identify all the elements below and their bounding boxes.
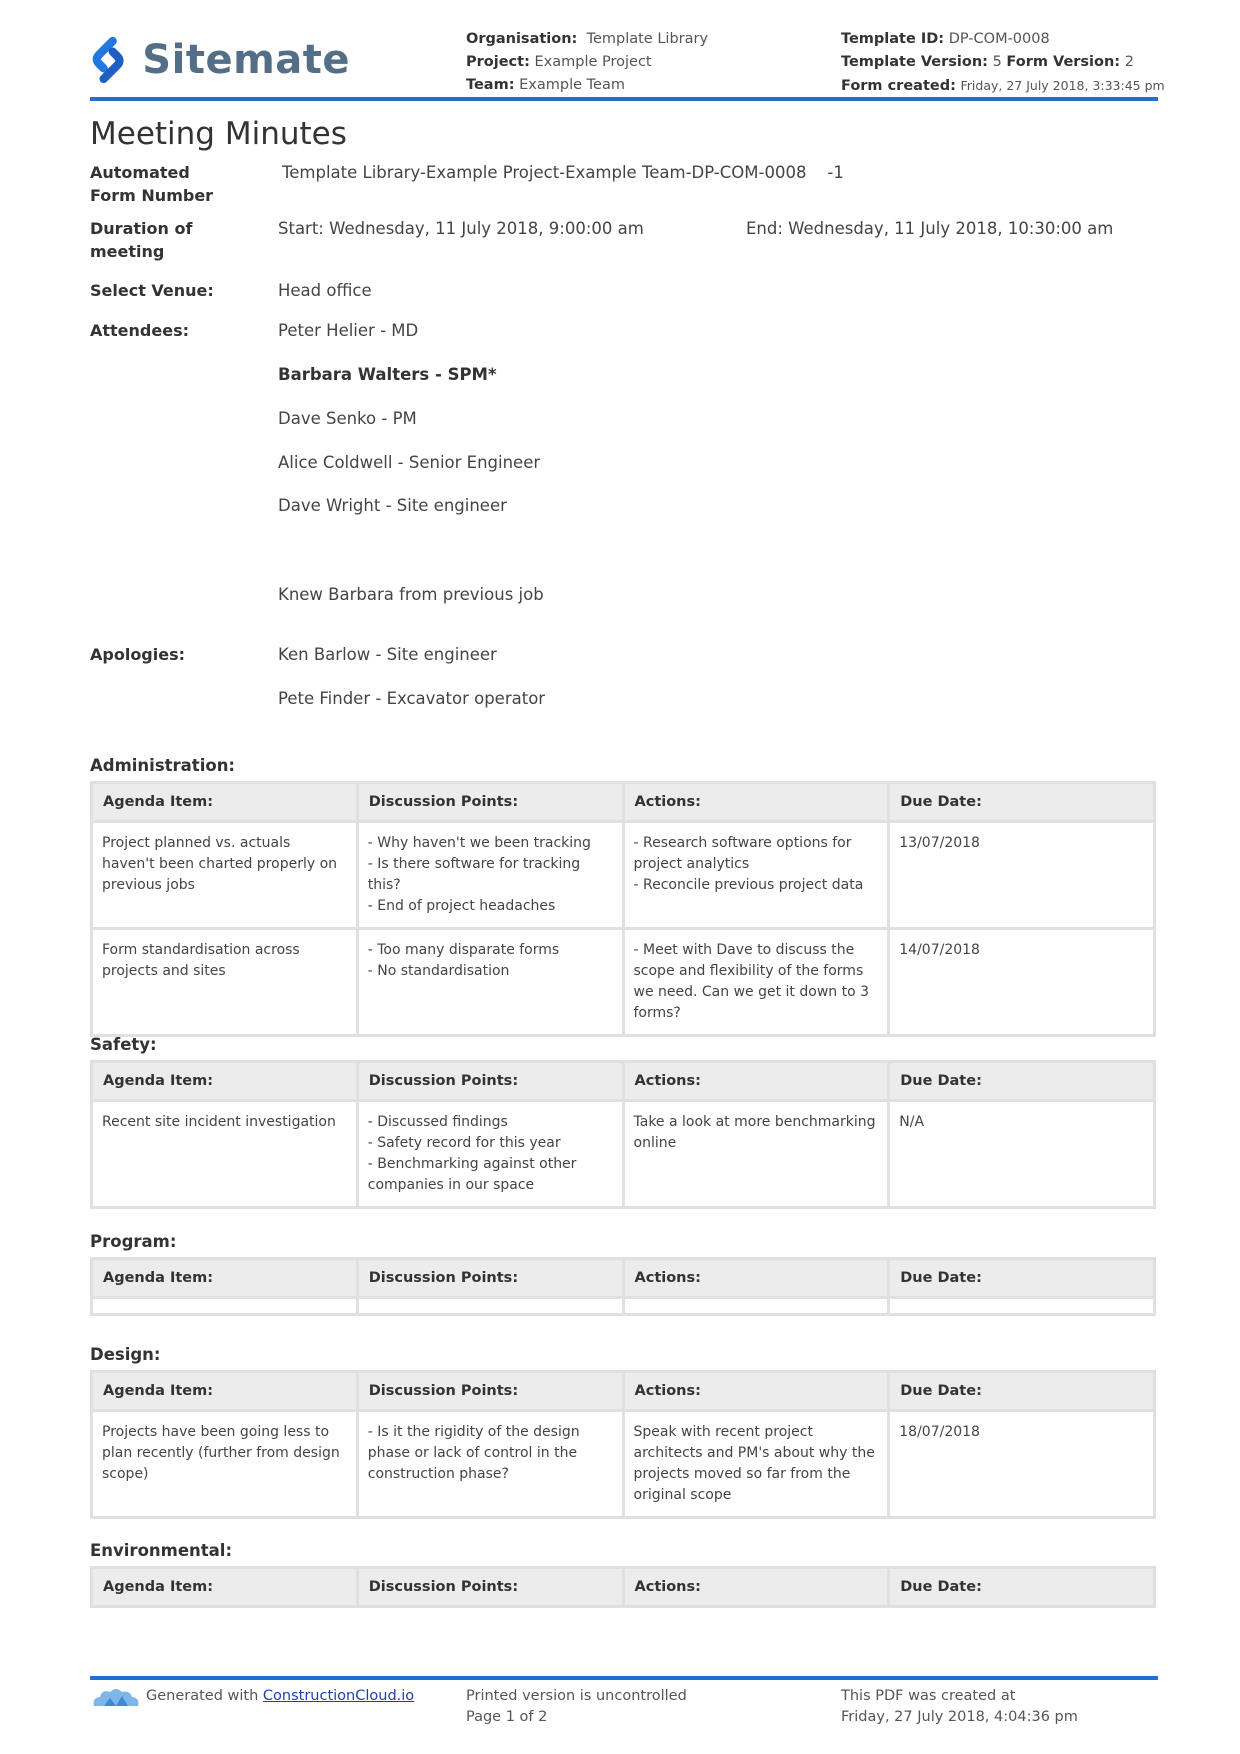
col-header-actions: Actions:: [625, 1260, 888, 1296]
section-title-design: Design:: [90, 1345, 161, 1364]
col-header-actions: Actions:: [625, 1373, 888, 1409]
apologies-label: Apologies:: [90, 645, 186, 664]
pdf-created-date: Friday, 27 July 2018, 4:04:36 pm: [841, 1709, 1078, 1725]
col-header-agenda: Agenda Item:: [93, 1373, 356, 1409]
template-version-value: 5: [992, 54, 1002, 70]
footer-print-info: [466, 1686, 687, 1728]
page-number: Page 1 of 2: [466, 1709, 548, 1725]
section-title-environmental: Environmental:: [90, 1541, 233, 1560]
organisation-value: Template Library: [586, 31, 709, 47]
team-value: Example Team: [519, 77, 625, 93]
design-table: [90, 1370, 1156, 1519]
agenda-cell: Project planned vs. actuals haven't been charted properly on previous jobs: [93, 823, 356, 927]
table-header-row: [93, 1373, 1153, 1409]
discussion-cell: - Discussed findings - Safety record for this year - Benchmarking against other companies in our space: [359, 1102, 622, 1206]
table-header-row: [93, 784, 1153, 820]
due-date-cell: 13/07/2018: [890, 823, 1153, 927]
col-header-discussion: Discussion Points:: [359, 784, 622, 820]
uncontrolled-note: Printed version is uncontrolled: [466, 1688, 687, 1704]
table-header-row: [93, 1569, 1153, 1605]
col-header-agenda: Agenda Item:: [93, 784, 356, 820]
start-time: Start: Wednesday, 11 July 2018, 9:00:00 am: [278, 219, 644, 238]
actions-cell: - Research software options for project analytics - Reconcile previous project data: [625, 823, 888, 927]
discussion-cell: [359, 1299, 622, 1313]
sitemate-logo: [90, 30, 350, 90]
auto-form-label: Automated Form Number: [90, 163, 214, 205]
generated-with: Generated with ConstructionCloud.io: [146, 1688, 415, 1704]
actions-cell: Speak with recent project architects and PM's about why the projects moved so far from the original scope: [625, 1412, 888, 1516]
template-id-label: Template ID:: [841, 31, 945, 47]
program-table: [90, 1257, 1156, 1316]
due-date-cell: 14/07/2018: [890, 930, 1153, 1034]
end-time: End: Wednesday, 11 July 2018, 10:30:00 am: [746, 219, 1114, 238]
attendee-item: Dave Senko - PM: [278, 409, 417, 428]
cloud-icon: [90, 1684, 142, 1708]
col-header-discussion: Discussion Points:: [359, 1260, 622, 1296]
sitemate-logo-icon: [90, 31, 126, 89]
discussion-cell: - Too many disparate forms - No standardisation: [359, 930, 622, 1034]
actions-cell: Take a look at more benchmarking online: [625, 1102, 888, 1206]
page-title: Meeting Minutes: [90, 116, 347, 152]
constructioncloud-link[interactable]: ConstructionCloud.io: [262, 1688, 415, 1704]
duration-label: Duration of meeting: [90, 219, 193, 261]
actions-cell: [625, 1299, 888, 1313]
attendee-item: Barbara Walters - SPM*: [278, 365, 497, 384]
col-header-agenda: Agenda Item:: [93, 1569, 356, 1605]
apology-item: Ken Barlow - Site engineer: [278, 645, 497, 664]
table-header-row: [93, 1063, 1153, 1099]
col-header-agenda: Agenda Item:: [93, 1063, 356, 1099]
header-rule: [90, 97, 1158, 101]
agenda-cell: Form standardisation across projects and sites: [93, 930, 356, 1034]
section-title-administration: Administration:: [90, 756, 236, 775]
table-row: [93, 930, 1153, 1034]
team-label: Team:: [466, 77, 515, 93]
agenda-cell: [93, 1299, 356, 1313]
template-version-label: Template Version:: [841, 54, 988, 70]
attendees-label: Attendees:: [90, 321, 189, 340]
environmental-table: [90, 1566, 1156, 1608]
table-row: [93, 823, 1153, 927]
project-value: Example Project: [534, 54, 652, 70]
due-date-cell: [890, 1299, 1153, 1313]
form-version-label: Form Version:: [1006, 54, 1121, 70]
form-created-label: Form created:: [841, 78, 956, 94]
section-title-program: Program:: [90, 1232, 177, 1251]
agenda-cell: Projects have been going less to plan recently (further from design scope): [93, 1412, 356, 1516]
header-org-block: [466, 28, 708, 97]
form-created-value: Friday, 27 July 2018, 3:33:45 pm: [960, 78, 1165, 93]
col-header-discussion: Discussion Points:: [359, 1373, 622, 1409]
attendee-item: Dave Wright - Site engineer: [278, 496, 507, 515]
project-label: Project:: [466, 54, 530, 70]
section-title-safety: Safety:: [90, 1035, 157, 1054]
due-date-cell: N/A: [890, 1102, 1153, 1206]
venue-label: Select Venue:: [90, 281, 214, 300]
venue-value: Head office: [278, 281, 372, 300]
col-header-agenda: Agenda Item:: [93, 1260, 356, 1296]
col-header-due: Due Date:: [890, 1260, 1153, 1296]
col-header-actions: Actions:: [625, 1569, 888, 1605]
actions-cell: - Meet with Dave to discuss the scope and flexibility of the forms we need. Can we get it down to 3 forms?: [625, 930, 888, 1034]
col-header-due: Due Date:: [890, 784, 1153, 820]
col-header-actions: Actions:: [625, 1063, 888, 1099]
attendee-item: Alice Coldwell - Senior Engineer: [278, 453, 541, 472]
table-row: [93, 1102, 1153, 1206]
safety-table: [90, 1060, 1156, 1209]
attendee-note: Knew Barbara from previous job: [278, 585, 544, 604]
header-template-block: [841, 28, 1165, 98]
discussion-cell: - Is it the rigidity of the design phase or lack of control in the construction phase?: [359, 1412, 622, 1516]
attendee-item: Peter Helier - MD: [278, 321, 419, 340]
organisation-label: Organisation:: [466, 31, 578, 47]
col-header-discussion: Discussion Points:: [359, 1569, 622, 1605]
brand-name: Sitemate: [142, 37, 350, 83]
table-header-row: [93, 1260, 1153, 1296]
col-header-due: Due Date:: [890, 1063, 1153, 1099]
form-version-value: 2: [1124, 54, 1134, 70]
col-header-due: Due Date:: [890, 1373, 1153, 1409]
footer-rule: [90, 1676, 1158, 1680]
template-id-value: DP-COM-0008: [948, 31, 1050, 47]
table-row: [93, 1412, 1153, 1516]
auto-form-value: Template Library-Example Project-Example Team-DP-COM-0008 -1: [282, 163, 844, 182]
col-header-due: Due Date:: [890, 1569, 1153, 1605]
col-header-actions: Actions:: [625, 784, 888, 820]
col-header-discussion: Discussion Points:: [359, 1063, 622, 1099]
due-date-cell: 18/07/2018: [890, 1412, 1153, 1516]
apology-item: Pete Finder - Excavator operator: [278, 689, 546, 708]
footer-created-info: [841, 1686, 1078, 1728]
agenda-cell: Recent site incident investigation: [93, 1102, 356, 1206]
table-row: [93, 1299, 1153, 1313]
administration-table: [90, 781, 1156, 1037]
pdf-created-label: This PDF was created at: [841, 1688, 1016, 1704]
discussion-cell: - Why haven't we been tracking - Is there software for tracking this? - End of project headaches: [359, 823, 622, 927]
